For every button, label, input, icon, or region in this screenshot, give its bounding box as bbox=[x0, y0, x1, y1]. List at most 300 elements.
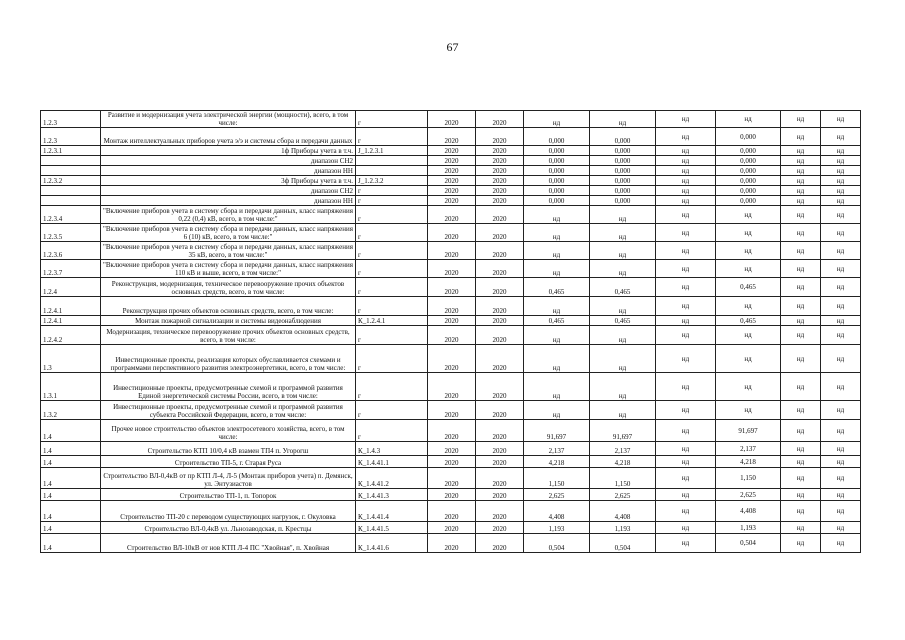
row-value-4: 0,000 bbox=[716, 128, 781, 146]
row-year-start: 2020 bbox=[428, 156, 476, 166]
row-value-2: нд bbox=[590, 373, 656, 401]
row-name: Строительство ВЛ-10кВ от нов КТП Л-4 ПС "Хвойная", п. Хвойная bbox=[101, 534, 356, 553]
row-code: 1.4 bbox=[41, 468, 101, 489]
table-row bbox=[41, 111, 861, 128]
row-value-2: 0,000 bbox=[590, 128, 656, 146]
row-identifier: г bbox=[356, 186, 428, 196]
row-year-end: 2020 bbox=[476, 442, 524, 456]
row-value-6: нд bbox=[821, 156, 861, 166]
row-value-3: нд bbox=[656, 186, 716, 196]
row-year-start: 2020 bbox=[428, 442, 476, 456]
row-value-2: нд bbox=[590, 345, 656, 373]
row-year-end: 2020 bbox=[476, 489, 524, 501]
row-identifier: г bbox=[356, 196, 428, 206]
row-identifier: К_1.4.41.4 bbox=[356, 501, 428, 522]
row-identifier: г bbox=[356, 111, 428, 128]
row-value-6: нд bbox=[821, 522, 861, 534]
row-code: 1.4 bbox=[41, 489, 101, 501]
row-code: 1.2.4.1 bbox=[41, 297, 101, 316]
row-value-1: нд bbox=[524, 260, 590, 278]
row-value-3: нд bbox=[656, 206, 716, 224]
row-name: Строительство ТП-5, г. Старая Руса bbox=[101, 456, 356, 468]
row-value-6: нд bbox=[821, 297, 861, 316]
row-value-6: нд bbox=[821, 489, 861, 501]
row-year-end: 2020 bbox=[476, 373, 524, 401]
row-value-6: нд bbox=[821, 242, 861, 260]
table-row bbox=[41, 401, 861, 420]
row-value-5: нд bbox=[781, 146, 821, 156]
row-value-5: нд bbox=[781, 401, 821, 420]
row-identifier: К_1.4.41.3 bbox=[356, 489, 428, 501]
row-year-start: 2020 bbox=[428, 420, 476, 442]
row-name: Монтаж пожарной сигнализации и системы видеонаблюдения bbox=[101, 316, 356, 326]
row-year-start: 2020 bbox=[428, 224, 476, 242]
row-value-5: нд bbox=[781, 534, 821, 553]
table-row bbox=[41, 278, 861, 297]
row-year-end: 2020 bbox=[476, 206, 524, 224]
row-year-end: 2020 bbox=[476, 534, 524, 553]
row-year-end: 2020 bbox=[476, 468, 524, 489]
row-value-3: нд bbox=[656, 278, 716, 297]
row-year-end: 2020 bbox=[476, 166, 524, 176]
row-value-1: 0,000 bbox=[524, 156, 590, 166]
row-year-start: 2020 bbox=[428, 522, 476, 534]
row-value-2: нд bbox=[590, 224, 656, 242]
row-year-end: 2020 bbox=[476, 156, 524, 166]
row-value-1: 2,137 bbox=[524, 442, 590, 456]
row-value-2: 0,465 bbox=[590, 278, 656, 297]
row-value-4: 0,465 bbox=[716, 316, 781, 326]
row-value-5: нд bbox=[781, 468, 821, 489]
row-value-4: нд bbox=[716, 326, 781, 345]
row-value-5: нд bbox=[781, 297, 821, 316]
row-value-3: нд bbox=[656, 534, 716, 553]
row-value-3: нд bbox=[656, 522, 716, 534]
table-row bbox=[41, 128, 861, 146]
table-body bbox=[41, 111, 861, 553]
row-value-3: нд bbox=[656, 442, 716, 456]
row-name: Инвестиционные проекты, реализация которых обуславливается схемами и программами перспективного развития электроэнергетики, всего, в том числе: bbox=[101, 345, 356, 373]
row-year-end: 2020 bbox=[476, 176, 524, 186]
row-name: "Включение приборов учета в систему сбора и передачи данных, класс напряжения 110 кВ и выше, всего, в том числе:" bbox=[101, 260, 356, 278]
row-year-end: 2020 bbox=[476, 456, 524, 468]
row-code: 1.4 bbox=[41, 522, 101, 534]
row-identifier bbox=[356, 166, 428, 176]
row-name: Реконструкция, модернизация, техническое перевооружение прочих объектов основных средств, всего, в том числе: bbox=[101, 278, 356, 297]
row-value-6: нд bbox=[821, 501, 861, 522]
row-year-start: 2020 bbox=[428, 468, 476, 489]
row-identifier: г bbox=[356, 401, 428, 420]
row-value-5: нд bbox=[781, 156, 821, 166]
table-row bbox=[41, 420, 861, 442]
row-name: "Включение приборов учета в систему сбора и передачи данных, класс напряжения 6 (10) кВ, всего, в том числе:" bbox=[101, 224, 356, 242]
row-name: "Включение приборов учета в систему сбора и передачи данных, класс напряжения 35 кВ, всего, в том числе:" bbox=[101, 242, 356, 260]
row-value-4: 0,000 bbox=[716, 186, 781, 196]
table-row bbox=[41, 442, 861, 456]
row-value-6: нд bbox=[821, 401, 861, 420]
row-value-5: нд bbox=[781, 186, 821, 196]
row-value-1: 0,465 bbox=[524, 278, 590, 297]
row-value-5: нд bbox=[781, 489, 821, 501]
row-value-6: нд bbox=[821, 456, 861, 468]
table-row bbox=[41, 242, 861, 260]
row-year-end: 2020 bbox=[476, 297, 524, 316]
row-value-1: 1,150 bbox=[524, 468, 590, 489]
row-value-6: нд bbox=[821, 326, 861, 345]
row-identifier: г bbox=[356, 345, 428, 373]
row-value-1: 4,408 bbox=[524, 501, 590, 522]
row-value-6: нд bbox=[821, 316, 861, 326]
row-code: 1.3 bbox=[41, 345, 101, 373]
row-value-1: нд bbox=[524, 373, 590, 401]
row-year-start: 2020 bbox=[428, 489, 476, 501]
row-year-start: 2020 bbox=[428, 297, 476, 316]
row-name: Инвестиционные проекты, предусмотренные схемой и программой развития Единой энергетической системы России, всего, в том числе: bbox=[101, 373, 356, 401]
row-value-2: 0,000 bbox=[590, 146, 656, 156]
row-value-1: 0,504 bbox=[524, 534, 590, 553]
row-value-2: нд bbox=[590, 297, 656, 316]
table-row bbox=[41, 501, 861, 522]
row-value-2: 0,465 bbox=[590, 316, 656, 326]
row-name: Строительство ТП-20 с переводом существующих нагрузок, г. Окуловка bbox=[101, 501, 356, 522]
row-value-1: 0,000 bbox=[524, 166, 590, 176]
row-identifier: г bbox=[356, 224, 428, 242]
row-value-1: 0,000 bbox=[524, 196, 590, 206]
row-value-6: нд bbox=[821, 196, 861, 206]
row-value-5: нд bbox=[781, 196, 821, 206]
row-value-2: 0,000 bbox=[590, 196, 656, 206]
row-value-3: нд bbox=[656, 196, 716, 206]
row-value-1: нд bbox=[524, 224, 590, 242]
row-value-3: нд bbox=[656, 111, 716, 128]
row-value-4: нд bbox=[716, 242, 781, 260]
table-row bbox=[41, 326, 861, 345]
row-value-6: нд bbox=[821, 345, 861, 373]
row-name: Строительство ВЛ-0,4кВ ул. Льнозаводская, п. Крестцы bbox=[101, 522, 356, 534]
row-value-5: нд bbox=[781, 373, 821, 401]
row-value-3: нд bbox=[656, 420, 716, 442]
row-identifier: г bbox=[356, 373, 428, 401]
table-row bbox=[41, 456, 861, 468]
row-year-start: 2020 bbox=[428, 534, 476, 553]
table-row bbox=[41, 156, 861, 166]
row-identifier: К_1.4.3 bbox=[356, 442, 428, 456]
row-value-1: 0,000 bbox=[524, 146, 590, 156]
row-value-1: 1,193 bbox=[524, 522, 590, 534]
row-name: "Включение приборов учета в систему сбора и передачи данных, класс напряжения 0,22 (0,4) кВ, всего, в том числе:" bbox=[101, 206, 356, 224]
row-value-1: 0,000 bbox=[524, 128, 590, 146]
row-code: 1.2.4.2 bbox=[41, 326, 101, 345]
row-name: Прочее новое строительство объектов электросетевого хозяйства, всего, в том числе: bbox=[101, 420, 356, 442]
row-identifier: J_1.2.3.2 bbox=[356, 176, 428, 186]
row-value-5: нд bbox=[781, 278, 821, 297]
row-year-start: 2020 bbox=[428, 176, 476, 186]
row-value-6: нд bbox=[821, 111, 861, 128]
row-identifier: К_1.4.41.6 bbox=[356, 534, 428, 553]
row-value-4: нд bbox=[716, 111, 781, 128]
row-value-2: 0,504 bbox=[590, 534, 656, 553]
row-value-4: нд bbox=[716, 206, 781, 224]
row-value-2: 2,137 bbox=[590, 442, 656, 456]
row-value-2: 0,000 bbox=[590, 156, 656, 166]
row-value-2: 4,218 bbox=[590, 456, 656, 468]
row-year-end: 2020 bbox=[476, 501, 524, 522]
row-year-start: 2020 bbox=[428, 456, 476, 468]
row-value-6: нд bbox=[821, 166, 861, 176]
row-code bbox=[41, 186, 101, 196]
row-value-2: 0,000 bbox=[590, 176, 656, 186]
row-value-2: 91,697 bbox=[590, 420, 656, 442]
row-year-end: 2020 bbox=[476, 420, 524, 442]
row-identifier: г bbox=[356, 297, 428, 316]
row-value-4: нд bbox=[716, 297, 781, 316]
row-value-5: нд bbox=[781, 345, 821, 373]
row-name: 3ф Приборы учета в т.ч. bbox=[101, 176, 356, 186]
row-value-4: нд bbox=[716, 345, 781, 373]
row-year-end: 2020 bbox=[476, 224, 524, 242]
row-value-6: нд bbox=[821, 224, 861, 242]
row-value-2: 1,150 bbox=[590, 468, 656, 489]
row-year-start: 2020 bbox=[428, 260, 476, 278]
row-code: 1.2.3.6 bbox=[41, 242, 101, 260]
table-row bbox=[41, 186, 861, 196]
row-value-5: нд bbox=[781, 260, 821, 278]
table-row bbox=[41, 146, 861, 156]
row-value-4: 0,000 bbox=[716, 166, 781, 176]
row-value-4: нд bbox=[716, 373, 781, 401]
row-value-1: 2,625 bbox=[524, 489, 590, 501]
row-value-2: 4,408 bbox=[590, 501, 656, 522]
row-value-4: 91,697 bbox=[716, 420, 781, 442]
row-value-5: нд bbox=[781, 128, 821, 146]
row-code bbox=[41, 156, 101, 166]
row-value-2: нд bbox=[590, 111, 656, 128]
row-code: 1.2.4 bbox=[41, 278, 101, 297]
row-value-1: нд bbox=[524, 326, 590, 345]
row-value-1: 91,697 bbox=[524, 420, 590, 442]
row-value-5: нд bbox=[781, 224, 821, 242]
row-code: 1.3.2 bbox=[41, 401, 101, 420]
row-value-5: нд bbox=[781, 166, 821, 176]
row-value-3: нд bbox=[656, 345, 716, 373]
row-value-3: нд bbox=[656, 456, 716, 468]
row-value-3: нд bbox=[656, 326, 716, 345]
row-value-6: нд bbox=[821, 534, 861, 553]
row-value-4: 2,137 bbox=[716, 442, 781, 456]
row-code: 1.2.3.4 bbox=[41, 206, 101, 224]
row-year-start: 2020 bbox=[428, 401, 476, 420]
row-year-start: 2020 bbox=[428, 326, 476, 345]
row-value-6: нд bbox=[821, 186, 861, 196]
row-year-end: 2020 bbox=[476, 345, 524, 373]
row-value-4: нд bbox=[716, 224, 781, 242]
row-value-3: нд bbox=[656, 166, 716, 176]
row-value-1: нд bbox=[524, 345, 590, 373]
row-value-3: нд bbox=[656, 260, 716, 278]
row-year-end: 2020 bbox=[476, 316, 524, 326]
table-row bbox=[41, 522, 861, 534]
row-code: 1.3.1 bbox=[41, 373, 101, 401]
row-value-4: 1,150 bbox=[716, 468, 781, 489]
row-value-3: нд bbox=[656, 242, 716, 260]
row-identifier: г bbox=[356, 128, 428, 146]
row-value-1: 0,465 bbox=[524, 316, 590, 326]
row-identifier: J_1.2.3.1 bbox=[356, 146, 428, 156]
row-value-5: нд bbox=[781, 456, 821, 468]
row-value-6: нд bbox=[821, 468, 861, 489]
row-value-4: 0,000 bbox=[716, 196, 781, 206]
row-value-5: нд bbox=[781, 111, 821, 128]
row-value-3: нд bbox=[656, 316, 716, 326]
row-value-6: нд bbox=[821, 176, 861, 186]
row-value-3: нд bbox=[656, 146, 716, 156]
row-name: Развитие и модернизация учета электрической энергии (мощности), всего, в том числе: bbox=[101, 111, 356, 128]
row-value-3: нд bbox=[656, 373, 716, 401]
row-value-1: нд bbox=[524, 401, 590, 420]
row-identifier: К_1.4.41.1 bbox=[356, 456, 428, 468]
row-code: 1.4 bbox=[41, 501, 101, 522]
row-code bbox=[41, 196, 101, 206]
row-year-end: 2020 bbox=[476, 196, 524, 206]
row-name: 1ф Приборы учета в т.ч. bbox=[101, 146, 356, 156]
row-code: 1.2.3.2 bbox=[41, 176, 101, 186]
row-code: 1.2.3 bbox=[41, 111, 101, 128]
row-code: 1.4 bbox=[41, 420, 101, 442]
row-value-3: нд bbox=[656, 156, 716, 166]
row-value-6: нд bbox=[821, 373, 861, 401]
row-value-3: нд bbox=[656, 489, 716, 501]
row-code: 1.4 bbox=[41, 456, 101, 468]
row-code: 1.2.3.1 bbox=[41, 146, 101, 156]
row-year-end: 2020 bbox=[476, 111, 524, 128]
row-name: Строительство КТП 10/0,4 кВ взамен ТП4 п. Угорогш bbox=[101, 442, 356, 456]
row-value-6: нд bbox=[821, 420, 861, 442]
row-value-2: нд bbox=[590, 206, 656, 224]
row-value-3: нд bbox=[656, 128, 716, 146]
row-value-4: нд bbox=[716, 401, 781, 420]
row-year-end: 2020 bbox=[476, 326, 524, 345]
row-name: диапазон НН bbox=[101, 196, 356, 206]
row-year-end: 2020 bbox=[476, 522, 524, 534]
table-row bbox=[41, 176, 861, 186]
row-identifier: К_1.4.41.5 bbox=[356, 522, 428, 534]
row-year-start: 2020 bbox=[428, 128, 476, 146]
row-value-6: нд bbox=[821, 442, 861, 456]
row-value-6: нд bbox=[821, 260, 861, 278]
row-name: Модернизация, техническое перевооружение прочих объектов основных средств, всего, в том числе: bbox=[101, 326, 356, 345]
row-value-3: нд bbox=[656, 176, 716, 186]
table-row bbox=[41, 468, 861, 489]
table-row bbox=[41, 196, 861, 206]
row-year-end: 2020 bbox=[476, 401, 524, 420]
row-identifier: г bbox=[356, 278, 428, 297]
row-identifier bbox=[356, 156, 428, 166]
row-identifier: К_1.4.41.2 bbox=[356, 468, 428, 489]
row-value-2: нд bbox=[590, 242, 656, 260]
row-value-5: нд bbox=[781, 501, 821, 522]
table-row bbox=[41, 489, 861, 501]
row-value-1: 0,000 bbox=[524, 176, 590, 186]
row-value-4: 4,218 bbox=[716, 456, 781, 468]
row-identifier: г bbox=[356, 206, 428, 224]
row-name: Монтаж интеллектуальных приборов учета э/э и системы сбора и передачи данных bbox=[101, 128, 356, 146]
row-value-4: 4,408 bbox=[716, 501, 781, 522]
row-value-5: нд bbox=[781, 420, 821, 442]
row-value-1: нд bbox=[524, 242, 590, 260]
row-year-start: 2020 bbox=[428, 186, 476, 196]
row-year-start: 2020 bbox=[428, 146, 476, 156]
row-value-2: 1,193 bbox=[590, 522, 656, 534]
row-code: 1.4 bbox=[41, 534, 101, 553]
row-value-1: нд bbox=[524, 111, 590, 128]
table-row bbox=[41, 373, 861, 401]
row-value-1: нд bbox=[524, 297, 590, 316]
row-value-4: 2,625 bbox=[716, 489, 781, 501]
row-year-start: 2020 bbox=[428, 501, 476, 522]
row-identifier: г bbox=[356, 420, 428, 442]
row-year-start: 2020 bbox=[428, 278, 476, 297]
row-value-1: нд bbox=[524, 206, 590, 224]
row-code: 1.4 bbox=[41, 442, 101, 456]
row-value-2: нд bbox=[590, 401, 656, 420]
row-year-start: 2020 bbox=[428, 166, 476, 176]
row-year-end: 2020 bbox=[476, 128, 524, 146]
table-row bbox=[41, 224, 861, 242]
row-value-5: нд bbox=[781, 326, 821, 345]
table-row bbox=[41, 297, 861, 316]
row-value-4: 0,000 bbox=[716, 156, 781, 166]
investment-table bbox=[40, 110, 861, 553]
row-value-2: нд bbox=[590, 326, 656, 345]
table-row bbox=[41, 166, 861, 176]
row-year-start: 2020 bbox=[428, 345, 476, 373]
row-value-5: нд bbox=[781, 522, 821, 534]
row-value-5: нд bbox=[781, 316, 821, 326]
row-value-3: нд bbox=[656, 468, 716, 489]
row-year-start: 2020 bbox=[428, 242, 476, 260]
row-value-5: нд bbox=[781, 442, 821, 456]
row-value-1: 4,218 bbox=[524, 456, 590, 468]
row-identifier: г bbox=[356, 260, 428, 278]
row-name: Строительство ВЛ-0,4кВ от пр КТП Л-4, Л-5 (Монтаж приборов учета) п. Демянск, ул. Энтузиастов bbox=[101, 468, 356, 489]
row-value-2: 2,625 bbox=[590, 489, 656, 501]
row-year-end: 2020 bbox=[476, 278, 524, 297]
row-code bbox=[41, 166, 101, 176]
row-code: 1.2.4.1 bbox=[41, 316, 101, 326]
row-name: Инвестиционные проекты, предусмотренные схемой и программой развития субъекта Российской Федерации, всего, в том числе: bbox=[101, 401, 356, 420]
row-value-6: нд bbox=[821, 278, 861, 297]
row-value-4: 0,465 bbox=[716, 278, 781, 297]
row-identifier: г bbox=[356, 326, 428, 345]
row-year-end: 2020 bbox=[476, 260, 524, 278]
row-year-start: 2020 bbox=[428, 111, 476, 128]
row-value-6: нд bbox=[821, 146, 861, 156]
row-year-end: 2020 bbox=[476, 146, 524, 156]
row-value-6: нд bbox=[821, 206, 861, 224]
table-row bbox=[41, 534, 861, 553]
row-value-5: нд bbox=[781, 206, 821, 224]
row-value-2: 0,000 bbox=[590, 186, 656, 196]
row-year-end: 2020 bbox=[476, 242, 524, 260]
row-value-3: нд bbox=[656, 297, 716, 316]
row-code: 1.2.3.5 bbox=[41, 224, 101, 242]
row-name: диапазон СН2 bbox=[101, 186, 356, 196]
row-identifier: К_1.2.4.1 bbox=[356, 316, 428, 326]
row-name: Строительство ТП-1, п. Топорок bbox=[101, 489, 356, 501]
row-value-4: 0,504 bbox=[716, 534, 781, 553]
row-value-2: нд bbox=[590, 260, 656, 278]
row-value-3: нд bbox=[656, 224, 716, 242]
